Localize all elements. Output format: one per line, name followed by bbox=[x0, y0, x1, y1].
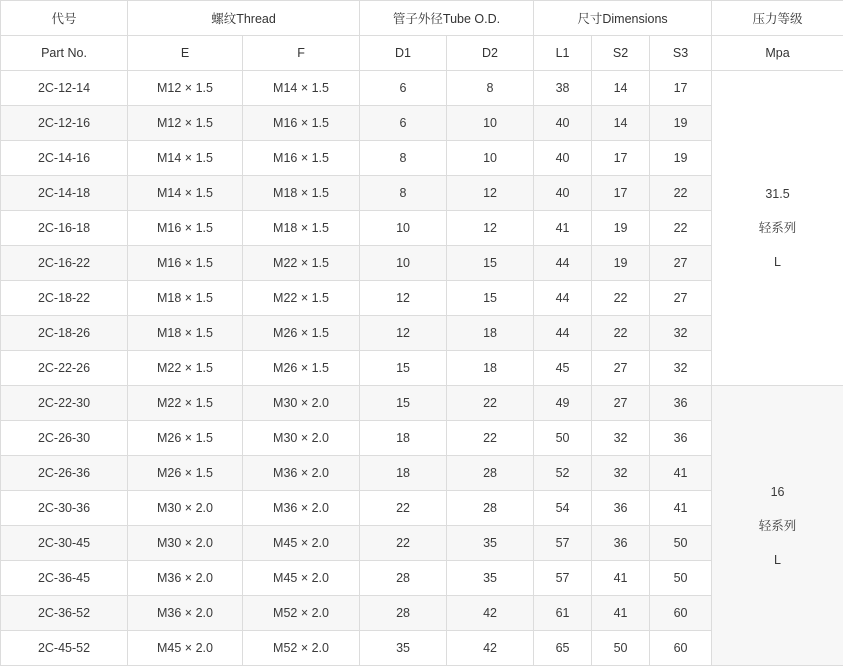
cell-s2: 17 bbox=[592, 176, 650, 211]
cell-s3: 60 bbox=[650, 596, 712, 631]
cell-l1: 40 bbox=[534, 141, 592, 176]
cell-d1: 15 bbox=[360, 386, 447, 421]
cell-d2: 10 bbox=[447, 106, 534, 141]
cell-s3: 27 bbox=[650, 281, 712, 316]
cell-thread-f: M45 × 2.0 bbox=[243, 526, 360, 561]
cell-d2: 42 bbox=[447, 631, 534, 666]
cell-s2: 36 bbox=[592, 526, 650, 561]
cell-part-no: 2C-22-30 bbox=[1, 386, 128, 421]
cell-s2: 32 bbox=[592, 421, 650, 456]
pressure-suffix: L bbox=[712, 245, 843, 279]
cell-l1: 40 bbox=[534, 176, 592, 211]
cell-thread-e: M18 × 1.5 bbox=[128, 281, 243, 316]
cell-part-no: 2C-36-45 bbox=[1, 561, 128, 596]
cell-part-no: 2C-45-52 bbox=[1, 631, 128, 666]
table-header bbox=[1, 1, 843, 71]
cell-thread-e: M45 × 2.0 bbox=[128, 631, 243, 666]
cell-s2: 32 bbox=[592, 456, 650, 491]
cell-part-no: 2C-16-18 bbox=[1, 211, 128, 246]
cell-s2: 22 bbox=[592, 281, 650, 316]
table-body bbox=[1, 71, 843, 666]
cell-d1: 12 bbox=[360, 316, 447, 351]
cell-thread-e: M12 × 1.5 bbox=[128, 106, 243, 141]
cell-part-no: 2C-18-22 bbox=[1, 281, 128, 316]
cell-l1: 44 bbox=[534, 316, 592, 351]
cell-d2: 28 bbox=[447, 491, 534, 526]
cell-thread-e: M12 × 1.5 bbox=[128, 71, 243, 106]
cell-s2: 22 bbox=[592, 316, 650, 351]
cell-thread-f: M36 × 2.0 bbox=[243, 491, 360, 526]
cell-s2: 14 bbox=[592, 71, 650, 106]
cell-s3: 41 bbox=[650, 456, 712, 491]
cell-thread-e: M14 × 1.5 bbox=[128, 176, 243, 211]
cell-l1: 50 bbox=[534, 421, 592, 456]
cell-d1: 35 bbox=[360, 631, 447, 666]
cell-thread-f: M36 × 2.0 bbox=[243, 456, 360, 491]
cell-d2: 42 bbox=[447, 596, 534, 631]
header-mpa: Mpa bbox=[712, 36, 843, 71]
cell-thread-f: M16 × 1.5 bbox=[243, 106, 360, 141]
cell-s2: 41 bbox=[592, 561, 650, 596]
cell-thread-f: M52 × 2.0 bbox=[243, 596, 360, 631]
cell-s3: 36 bbox=[650, 386, 712, 421]
cell-thread-f: M14 × 1.5 bbox=[243, 71, 360, 106]
cell-d1: 28 bbox=[360, 561, 447, 596]
cell-d2: 22 bbox=[447, 386, 534, 421]
cell-d2: 10 bbox=[447, 141, 534, 176]
cell-d2: 18 bbox=[447, 316, 534, 351]
cell-l1: 61 bbox=[534, 596, 592, 631]
cell-pressure-rating bbox=[712, 71, 843, 386]
header-row-top bbox=[1, 1, 843, 36]
table-row bbox=[1, 386, 843, 421]
header-d2: D2 bbox=[447, 36, 534, 71]
cell-l1: 52 bbox=[534, 456, 592, 491]
cell-l1: 49 bbox=[534, 386, 592, 421]
cell-d2: 35 bbox=[447, 526, 534, 561]
cell-l1: 41 bbox=[534, 211, 592, 246]
cell-thread-e: M30 × 2.0 bbox=[128, 491, 243, 526]
cell-thread-f: M18 × 1.5 bbox=[243, 211, 360, 246]
header-s2: S2 bbox=[592, 36, 650, 71]
cell-part-no: 2C-14-18 bbox=[1, 176, 128, 211]
cell-d1: 6 bbox=[360, 71, 447, 106]
cell-s2: 27 bbox=[592, 386, 650, 421]
cell-s2: 36 bbox=[592, 491, 650, 526]
header-thread-group: 螺纹Thread bbox=[128, 1, 360, 36]
cell-thread-e: M30 × 2.0 bbox=[128, 526, 243, 561]
header-part-group: 代号 bbox=[1, 1, 128, 36]
cell-thread-f: M45 × 2.0 bbox=[243, 561, 360, 596]
cell-d1: 8 bbox=[360, 176, 447, 211]
cell-l1: 45 bbox=[534, 351, 592, 386]
cell-thread-f: M22 × 1.5 bbox=[243, 281, 360, 316]
cell-part-no: 2C-30-45 bbox=[1, 526, 128, 561]
cell-d1: 10 bbox=[360, 211, 447, 246]
cell-s2: 19 bbox=[592, 211, 650, 246]
cell-d2: 12 bbox=[447, 211, 534, 246]
cell-s3: 19 bbox=[650, 106, 712, 141]
cell-d1: 18 bbox=[360, 456, 447, 491]
pressure-series: 轻系列 bbox=[712, 509, 843, 543]
cell-s3: 36 bbox=[650, 421, 712, 456]
pressure-value: 16 bbox=[712, 475, 843, 509]
cell-l1: 57 bbox=[534, 561, 592, 596]
header-dimensions-group: 尺寸Dimensions bbox=[534, 1, 712, 36]
table-row bbox=[1, 71, 843, 106]
cell-thread-e: M14 × 1.5 bbox=[128, 141, 243, 176]
cell-l1: 44 bbox=[534, 246, 592, 281]
cell-d1: 10 bbox=[360, 246, 447, 281]
cell-l1: 38 bbox=[534, 71, 592, 106]
cell-d1: 12 bbox=[360, 281, 447, 316]
header-tube-od-group: 管子外径Tube O.D. bbox=[360, 1, 534, 36]
cell-s3: 32 bbox=[650, 316, 712, 351]
cell-part-no: 2C-16-22 bbox=[1, 246, 128, 281]
cell-s3: 19 bbox=[650, 141, 712, 176]
cell-d1: 6 bbox=[360, 106, 447, 141]
cell-s3: 22 bbox=[650, 176, 712, 211]
header-pressure-group: 压力等级 bbox=[712, 1, 843, 36]
pressure-suffix: L bbox=[712, 543, 843, 577]
cell-s3: 17 bbox=[650, 71, 712, 106]
cell-part-no: 2C-26-30 bbox=[1, 421, 128, 456]
header-row-sub bbox=[1, 36, 843, 71]
cell-s2: 41 bbox=[592, 596, 650, 631]
cell-d2: 8 bbox=[447, 71, 534, 106]
cell-d1: 22 bbox=[360, 491, 447, 526]
cell-s2: 27 bbox=[592, 351, 650, 386]
cell-pressure-rating bbox=[712, 386, 843, 666]
cell-thread-f: M30 × 2.0 bbox=[243, 386, 360, 421]
cell-d1: 18 bbox=[360, 421, 447, 456]
cell-s3: 32 bbox=[650, 351, 712, 386]
cell-s3: 60 bbox=[650, 631, 712, 666]
cell-thread-e: M22 × 1.5 bbox=[128, 386, 243, 421]
cell-s2: 14 bbox=[592, 106, 650, 141]
cell-thread-e: M26 × 1.5 bbox=[128, 421, 243, 456]
cell-thread-e: M18 × 1.5 bbox=[128, 316, 243, 351]
header-l1: L1 bbox=[534, 36, 592, 71]
cell-s3: 50 bbox=[650, 526, 712, 561]
cell-l1: 40 bbox=[534, 106, 592, 141]
cell-thread-e: M16 × 1.5 bbox=[128, 211, 243, 246]
cell-thread-f: M26 × 1.5 bbox=[243, 351, 360, 386]
header-part-no: Part No. bbox=[1, 36, 128, 71]
cell-l1: 57 bbox=[534, 526, 592, 561]
cell-thread-f: M22 × 1.5 bbox=[243, 246, 360, 281]
cell-l1: 44 bbox=[534, 281, 592, 316]
pressure-value: 31.5 bbox=[712, 177, 843, 211]
cell-thread-f: M52 × 2.0 bbox=[243, 631, 360, 666]
cell-d1: 8 bbox=[360, 141, 447, 176]
cell-part-no: 2C-14-16 bbox=[1, 141, 128, 176]
cell-thread-e: M16 × 1.5 bbox=[128, 246, 243, 281]
cell-d2: 28 bbox=[447, 456, 534, 491]
cell-d2: 35 bbox=[447, 561, 534, 596]
cell-d2: 22 bbox=[447, 421, 534, 456]
cell-s2: 17 bbox=[592, 141, 650, 176]
cell-part-no: 2C-26-36 bbox=[1, 456, 128, 491]
cell-d2: 12 bbox=[447, 176, 534, 211]
cell-s3: 50 bbox=[650, 561, 712, 596]
cell-part-no: 2C-22-26 bbox=[1, 351, 128, 386]
cell-thread-f: M16 × 1.5 bbox=[243, 141, 360, 176]
cell-thread-f: M30 × 2.0 bbox=[243, 421, 360, 456]
cell-l1: 65 bbox=[534, 631, 592, 666]
header-f: F bbox=[243, 36, 360, 71]
cell-l1: 54 bbox=[534, 491, 592, 526]
cell-thread-f: M18 × 1.5 bbox=[243, 176, 360, 211]
cell-s3: 41 bbox=[650, 491, 712, 526]
cell-s2: 50 bbox=[592, 631, 650, 666]
cell-part-no: 2C-36-52 bbox=[1, 596, 128, 631]
pressure-series: 轻系列 bbox=[712, 211, 843, 245]
cell-part-no: 2C-12-16 bbox=[1, 106, 128, 141]
cell-part-no: 2C-18-26 bbox=[1, 316, 128, 351]
cell-s3: 22 bbox=[650, 211, 712, 246]
cell-d2: 18 bbox=[447, 351, 534, 386]
cell-s2: 19 bbox=[592, 246, 650, 281]
cell-thread-e: M36 × 2.0 bbox=[128, 561, 243, 596]
header-e: E bbox=[128, 36, 243, 71]
cell-d1: 22 bbox=[360, 526, 447, 561]
cell-thread-f: M26 × 1.5 bbox=[243, 316, 360, 351]
cell-thread-e: M26 × 1.5 bbox=[128, 456, 243, 491]
cell-thread-e: M36 × 2.0 bbox=[128, 596, 243, 631]
cell-d2: 15 bbox=[447, 281, 534, 316]
cell-s3: 27 bbox=[650, 246, 712, 281]
cell-part-no: 2C-30-36 bbox=[1, 491, 128, 526]
header-d1: D1 bbox=[360, 36, 447, 71]
header-s3: S3 bbox=[650, 36, 712, 71]
cell-d1: 28 bbox=[360, 596, 447, 631]
cell-thread-e: M22 × 1.5 bbox=[128, 351, 243, 386]
cell-d2: 15 bbox=[447, 246, 534, 281]
cell-d1: 15 bbox=[360, 351, 447, 386]
cell-part-no: 2C-12-14 bbox=[1, 71, 128, 106]
